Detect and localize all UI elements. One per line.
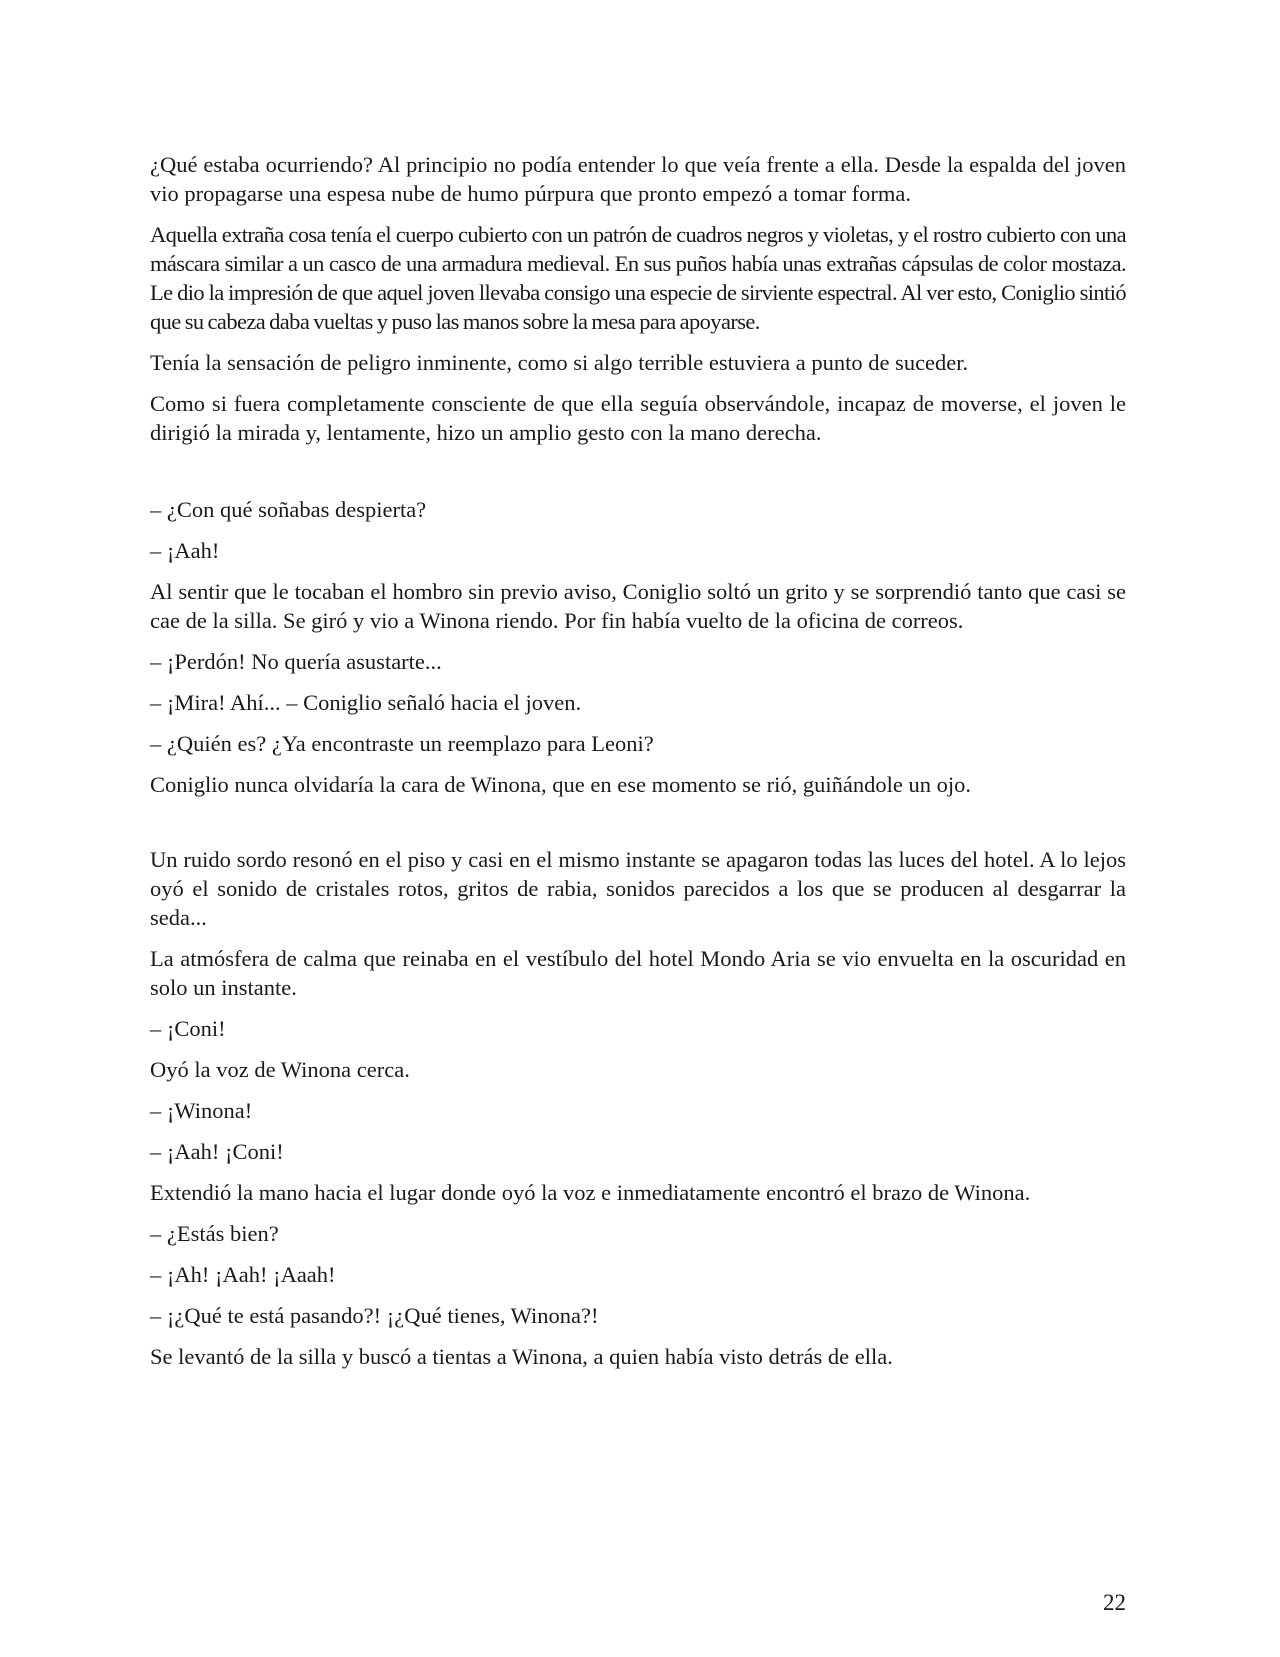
paragraph: Aquella extraña cosa tenía el cuerpo cubierto con un patrón de cuadros negros y violetas, y el rostro cubierto con una máscara similar a un casco de una armadura medieval. En sus puños había unas extrañas cápsulas de color mostaza. Le dio la impresión de que aquel joven llevaba consigo una especie de sirviente espectral. Al ver esto, Coniglio sintió que su cabeza daba vueltas y puso las manos sobre la mesa para apoyarse. [150,222,1126,334]
paragraph: Como si fuera completamente consciente de que ella seguía observándole, incapaz de moverse, el joven le dirigió la mirada y, lentamente, hizo un amplio gesto con la mano derecha. [150,391,1126,445]
paragraph: Oyó la voz de Winona cerca. [150,1057,410,1082]
dialogue-line: – ¡¿Qué te está pasando?! ¡¿Qué tienes, Winona?! [150,1303,599,1328]
dialogue-line: – ¡Mira! Ahí... – Coniglio señaló hacia el joven. [150,690,582,715]
paragraph: Coniglio nunca olvidaría la cara de Winona, que en ese momento se rió, guiñándole un ojo. [150,772,971,797]
dialogue-line: – ¿Quién es? ¿Ya encontraste un reemplazo para Leoni? [150,731,654,756]
page-number: 22 [1103,1590,1126,1615]
dialogue-line: – ¿Con qué soñabas despierta? [150,497,427,522]
paragraph: Un ruido sordo resonó en el piso y casi en el mismo instante se apagaron todas las luces del hotel. A lo lejos oyó el sonido de cristales rotos, gritos de rabia, sonidos parecidos a los que se producen al desgarrar la seda... [150,847,1126,930]
page-body [150,150,1126,1383]
scene-break [150,811,1126,845]
scene-break [150,459,1126,495]
paragraph: La atmósfera de calma que reinaba en el vestíbulo del hotel Mondo Aria se vio envuelta en la oscuridad en solo un instante. [150,946,1126,1000]
dialogue-line: – ¡Winona! [150,1098,253,1123]
dialogue-line: – ¿Estás bien? [150,1221,279,1246]
paragraph: Al sentir que le tocaban el hombro sin previo aviso, Coniglio soltó un grito y se sorprendió tanto que casi se cae de la silla. Se giró y vio a Winona riendo. Por fin había vuelto de la oficina de correos. [150,579,1126,633]
paragraph: Se levantó de la silla y buscó a tientas a Winona, a quien había visto detrás de ella. [150,1344,893,1369]
paragraph: Tenía la sensación de peligro inminente, como si algo terrible estuviera a punto de suceder. [150,350,969,375]
dialogue-line: – ¡Perdón! No quería asustarte... [150,649,442,674]
dialogue-line: – ¡Aah! ¡Coni! [150,1139,284,1164]
dialogue-line: – ¡Aah! [150,538,220,563]
dialogue-line: – ¡Ah! ¡Aah! ¡Aaah! [150,1262,336,1287]
dialogue-line: – ¡Coni! [150,1016,226,1041]
paragraph: ¿Qué estaba ocurriendo? Al principio no podía entender lo que veía frente a ella. Desde la espalda del joven vio propagarse una espesa nube de humo púrpura que pronto empezó a tomar forma. [150,152,1126,206]
paragraph: Extendió la mano hacia el lugar donde oyó la voz e inmediatamente encontró el brazo de Winona. [150,1180,1031,1205]
